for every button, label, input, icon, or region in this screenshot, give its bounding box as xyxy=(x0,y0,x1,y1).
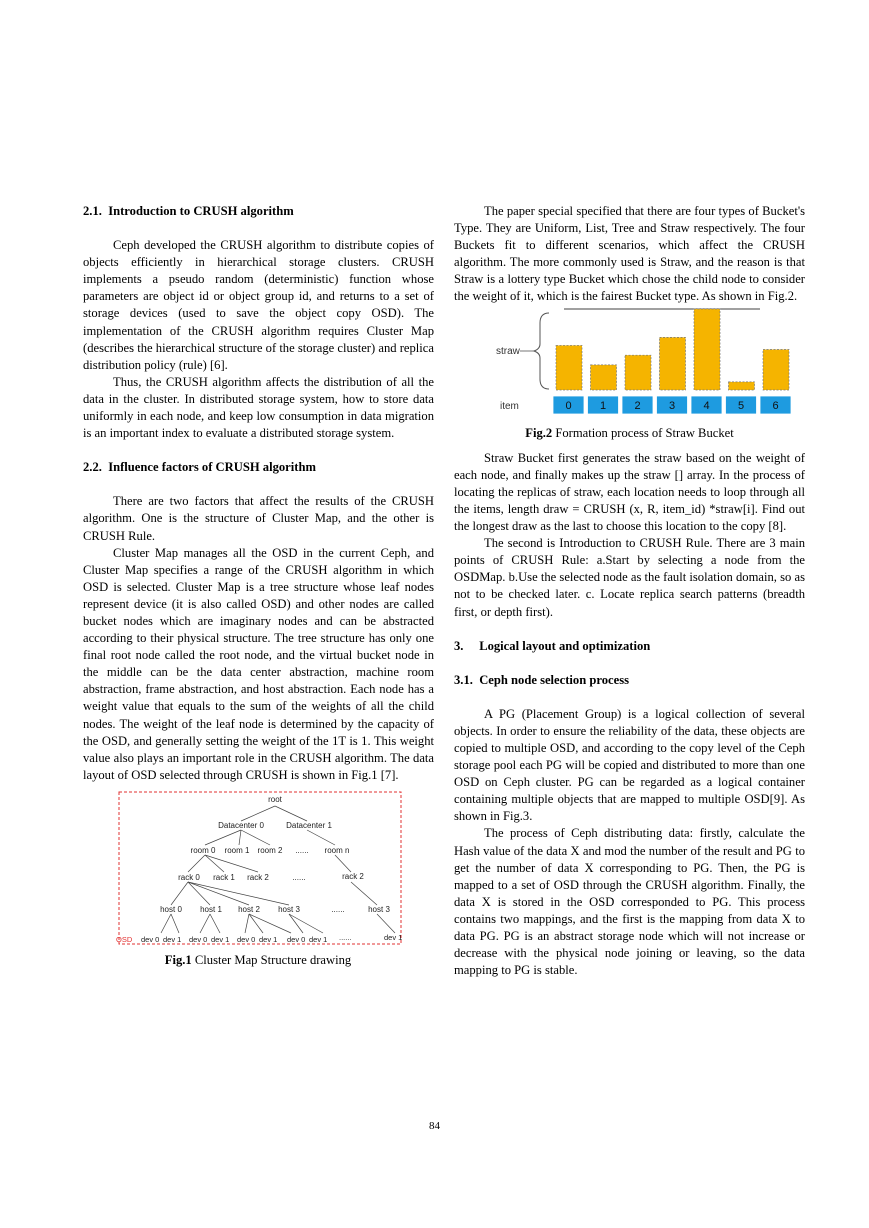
item-number: 3 xyxy=(668,399,676,412)
node-host: host 3 xyxy=(368,904,390,914)
node-rack-ellipsis: ...... xyxy=(292,872,306,882)
item-number: 2 xyxy=(634,399,641,412)
node-datacenter: Datacenter 0 xyxy=(218,820,264,830)
paragraph: The second is Introduction to CRUSH Rule. There are 3 main points of CRUSH Rule: a.Start by selecting a node from the OSDMap. b.Use the selected node as the fault isolation domain, so as not to be checked later. c. Locate replica search patterns (breadth first, or depth first). xyxy=(454,536,805,619)
node-host: host 1 xyxy=(200,904,222,914)
figure-1-caption: Fig.1 Cluster Map Structure drawing xyxy=(164,952,352,967)
node-room: room 2 xyxy=(257,845,283,855)
node-rack: rack 2 xyxy=(342,871,364,881)
dev-label: dev 1 xyxy=(163,934,182,944)
node-host: host 0 xyxy=(160,904,182,914)
node-rack: rack 1 xyxy=(213,872,235,882)
cluster-map-diagram xyxy=(83,790,434,972)
straw-label: straw xyxy=(496,345,520,357)
section-3-heading: 3. Logical layout and optimization xyxy=(454,638,651,653)
dev-label: dev 1 xyxy=(211,934,230,944)
dev-label: dev 0 xyxy=(287,934,306,944)
item-number: 5 xyxy=(737,399,745,412)
node-root: root xyxy=(268,794,282,804)
node-host: host 2 xyxy=(238,904,260,914)
node-rack: rack 2 xyxy=(247,872,269,882)
node-room: room 1 xyxy=(224,845,250,855)
straw-bar xyxy=(763,349,789,390)
item-label: item xyxy=(500,400,519,412)
page-number: 84 xyxy=(429,1120,440,1132)
dev-label: dev 0 xyxy=(237,934,256,944)
node-room: room n xyxy=(324,845,350,855)
figure-1 xyxy=(83,790,434,977)
dev-ellipsis: ...... xyxy=(339,932,352,942)
node-room-ellipsis: ...... xyxy=(295,845,309,855)
paragraph: There are two factors that affect the results of the CRUSH algorithm. One is the structure of Cluster Map, and the other is CRUSH Rule. xyxy=(83,494,434,543)
straw-bar xyxy=(660,337,686,390)
paragraph: Cluster Map manages all the OSD in the current Ceph, and Cluster Map specifies a range of the CRUSH algorithm in which OSD is selected. Cluster Map is a tree structure whose leaf nodes represent device (it is also called OSD) and other nodes are called bucket nodes which are imaginary nodes and can be abstracted according to their physical structure. The tree structure has only one final root node called the root node, and the virtual bucket node in the middle can be the data center abstraction, machine room abstraction, frame abstraction, and host abstraction. Each node has a weight value that equals to the sum of the weights of all the child nodes. The weight of the leaf node is determined by the capacity of the OSD, and generally setting the weight of the 1T is 1. This weight value also plays an important role in the CRUSH algorithm. The data layout of OSD selected through CRUSH is shown in Fig.1 [7]. xyxy=(83,545,434,782)
paragraph: Thus, the CRUSH algorithm affects the distribution of all the data in the cluster. In distributed storage system, how to store data uniformly in each node, and keep low consumption in data migration is an important index to evaluate a distributed storage system. xyxy=(83,374,434,441)
node-rack: rack 0 xyxy=(178,872,200,882)
paragraph: Straw Bucket first generates the straw based on the weight of each node, and finally makes up the straw [] array. In the process of locating the replicas of straw, each location needs to loop through all the items, length draw = CRUSH (x, R, item_id) *straw[i]. Find out the longest draw as the last to choose this location to the copy [8]. xyxy=(454,450,805,534)
section-3-1-heading: 3.1. Ceph node selection process xyxy=(454,672,630,687)
straw-bar xyxy=(729,381,755,389)
dev-label: dev 1 xyxy=(309,934,328,944)
straw-bucket-diagram xyxy=(454,308,805,420)
straw-bar xyxy=(694,309,720,390)
paragraph: The paper special specified that there are four types of Bucket's Type. They are Uniform, List, Tree and Straw respectively. The four Buckets fit to different scenarios, which affect the CRUSH algorithm. The more commonly used is Straw, and the reason is that Straw is a lottery type Bucket which chose the child node to consider the weight of it, which is the fairest Bucket type. As shown in Fig.2. xyxy=(454,204,805,304)
left-column xyxy=(83,203,434,977)
section-2-1-heading: 2.1. Introduction to CRUSH algorithm xyxy=(83,204,294,218)
paragraph: The process of Ceph distributing data: firstly, calculate the Hash value of the data X and mod the number of the result and PG to get the number of data X corresponding to PG. Then, the PG is mapped to a set of OSD through the CRUSH algorithm. Finally, the data X is stored in the OSD corresponded to PG. This process contains two mappings, and the first is the mapping from data X to data PG. PG is an abstract storage node which will not increase or decrease with the physical node joining or leaving, so the data mapping to PG is stable. xyxy=(454,826,805,978)
item-number: 0 xyxy=(565,399,572,412)
section-2-2-heading: 2.2. Influence factors of CRUSH algorithm xyxy=(83,460,316,475)
right-column xyxy=(454,203,805,979)
paragraph: A PG (Placement Group) is a logical collection of several objects. In order to ensure the reliability of the data, these objects are copied to multiple OSD, and according to the copy level of the Ceph storage pool each PG will be copied and distributed to more than one OSD on Ceph cluster. PG can be regarded as a logical container containing multiple objects that are mapped to multiple OSD[9]. As shown in Fig.3. xyxy=(454,706,805,824)
straw-bar xyxy=(625,355,651,390)
node-host-ellipsis: ...... xyxy=(331,904,345,914)
dev-label: dev 0 xyxy=(189,934,208,944)
node-host: host 3 xyxy=(278,904,300,914)
item-number: 1 xyxy=(599,399,607,412)
node-room: room 0 xyxy=(190,845,216,855)
straw-bar xyxy=(556,345,582,390)
item-number: 6 xyxy=(772,399,779,412)
dev-label: dev 1 xyxy=(384,932,403,942)
item-number: 4 xyxy=(703,399,710,412)
straw-brace xyxy=(534,313,549,389)
paragraph: Ceph developed the CRUSH algorithm to distribute copies of objects efficiently in hierarchical storage clusters. CRUSH implements a pseudo random (deterministic) function whose parameters are object id or object group id, and returns to a set of storage devices (used to save the object copy OSD). The implementation of the CRUSH algorithm requires Cluster Map (describes the hierarchical structure of the storage cluster) and replica distribution policy (rule) [6]. xyxy=(83,238,434,372)
figure-2 xyxy=(454,308,805,442)
straw-bar xyxy=(591,364,617,389)
dev-label: dev 1 xyxy=(259,934,278,944)
osd-label: OSD xyxy=(116,934,133,944)
osd-dashed-border xyxy=(119,792,401,944)
figure-2-caption: Fig.2 Formation process of Straw Bucket xyxy=(525,425,734,440)
node-datacenter: Datacenter 1 xyxy=(286,820,332,830)
dev-label: dev 0 xyxy=(141,934,160,944)
